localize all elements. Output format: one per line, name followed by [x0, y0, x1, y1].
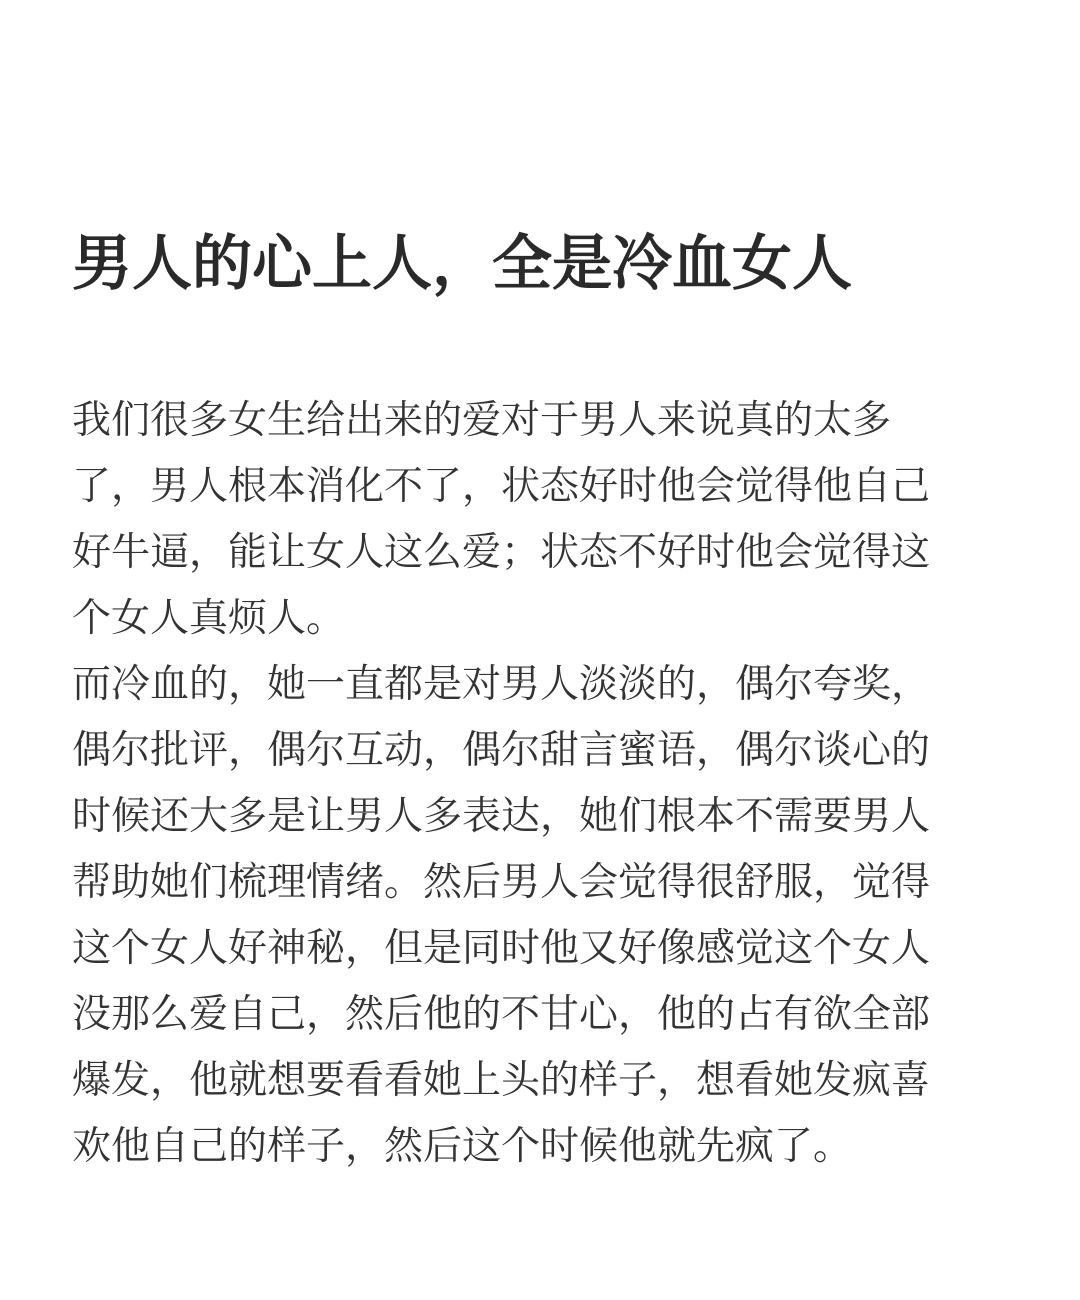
- body-line: 没那么爱自己，然后他的不甘心，他的占有欲全部: [72, 992, 931, 1037]
- body-line: 帮助她们梳理情绪。然后男人会觉得很舒服，觉得: [72, 860, 931, 905]
- body-line: 这个女人好神秘，但是同时他又好像感觉这个女人: [72, 926, 931, 971]
- body-line: 我们很多女生给出来的爱对于男人来说真的太多: [72, 398, 892, 443]
- body-line: 偶尔批评，偶尔互动，偶尔甜言蜜语，偶尔谈心的: [72, 728, 931, 773]
- body-line: 个女人真烦人。: [72, 596, 346, 641]
- article-title: 男人的心上人，全是冷血女人: [72, 229, 852, 299]
- body-line: 而冷血的，她一直都是对男人淡淡的，偶尔夸奖，: [72, 662, 931, 707]
- body-line: 爆发，他就想要看看她上头的样子，想看她发疯喜: [72, 1058, 931, 1103]
- body-line: 欢他自己的样子，然后这个时候他就先疯了。: [72, 1124, 853, 1169]
- article-body: [72, 388, 1012, 1180]
- body-line: 了，男人根本消化不了，状态好时他会觉得他自己: [72, 464, 931, 509]
- body-line: 时候还大多是让男人多表达，她们根本不需要男人: [72, 794, 931, 839]
- body-line: 好牛逼，能让女人这么爱；状态不好时他会觉得这: [72, 530, 931, 575]
